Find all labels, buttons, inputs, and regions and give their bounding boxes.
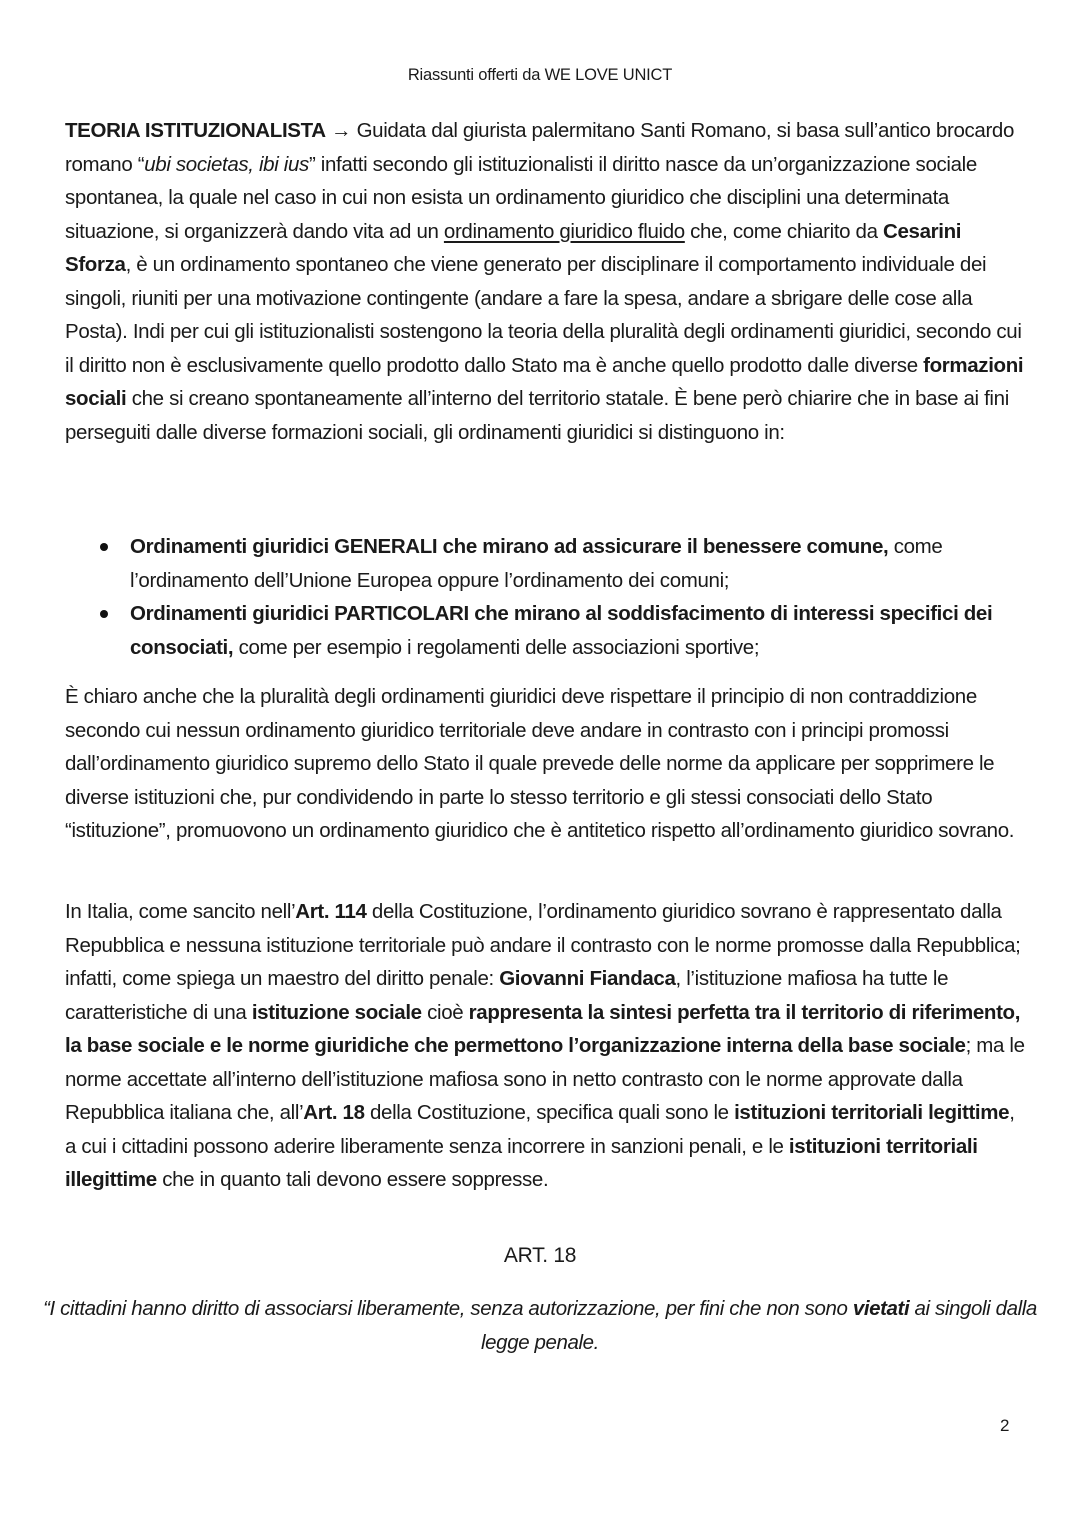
list-item bbox=[65, 597, 1025, 664]
bold-term: Cesarini Sforza bbox=[65, 219, 962, 276]
text-run: che in quanto tali devono essere soppresse. bbox=[156, 1168, 549, 1191]
bold-term: istituzione sociale bbox=[251, 1000, 422, 1024]
bullet-icon bbox=[100, 543, 108, 551]
page-header: Riassunti offerti da WE LOVE UNICT bbox=[407, 66, 673, 84]
text-run: Guidata dal giurista palermitano Santi Romano, si basa sull’antico brocardo romano “ bbox=[65, 119, 1015, 176]
text-run: ” infatti secondo gli istituzionalisti il diritto nasce da un’organizzazione sociale spontanea, la quale nel caso in cui non esista un ordinamento giuridico che disciplini una determinata situazione, si organizzerà dando vita ad un bbox=[65, 152, 977, 243]
text-run: come l’ordinamento dell’Unione Europea oppure l’ordinamento dei comuni; bbox=[130, 535, 943, 592]
text-run: che si creano spontaneamente all’interno del territorio statale. È bene però chiarire che in base ai fini perseguiti dalle diverse formazioni sociali, gli ordinamenti giuridici si distinguono in: bbox=[65, 387, 1009, 444]
bold-term: rappresenta la sintesi perfetta tra il territorio di riferimento, la base sociale e le norme giuridiche che permettono l’organizzazione interna della base sociale bbox=[65, 1000, 1021, 1057]
article-quote bbox=[40, 1292, 1040, 1359]
bold-term: vietati bbox=[852, 1297, 910, 1320]
bold-term: Ordinamenti giuridici GENERALI che mirano ad assicurare il benessere comune, bbox=[130, 535, 889, 558]
bold-term: Giovanni Fiandaca bbox=[499, 967, 676, 990]
text-run: cioè bbox=[421, 1000, 469, 1024]
bold-term: istituzioni territoriali legittime bbox=[734, 1101, 1010, 1124]
paragraph-teoria-istituzionalista bbox=[65, 114, 1025, 449]
bold-term: Art. 114 bbox=[295, 900, 367, 923]
text-run: “I cittadini hanno diritto di associarsi liberamente, senza autorizzazione, per fini che non sono bbox=[43, 1297, 853, 1320]
ordinamenti-list bbox=[65, 530, 1025, 664]
bold-term: istituzioni territoriali illegittime bbox=[65, 1134, 978, 1191]
text-run: che, come chiarito da bbox=[684, 219, 884, 243]
underlined-term: ordinamento giuridico fluido bbox=[443, 219, 685, 243]
text-run: , a cui i cittadini possono aderire liberamente senza incorrere in sanzioni penali, e le bbox=[65, 1101, 1015, 1158]
bold-term: Art. 18 bbox=[303, 1101, 365, 1124]
arrow-right-icon: → bbox=[331, 119, 352, 142]
paragraph-non-contraddizione bbox=[65, 680, 1025, 848]
text-run: , l’istituzione mafiosa ha tutte le caratteristiche di una bbox=[65, 967, 949, 1024]
text-run: ; ma le norme accettate all’interno dell’istituzione mafiosa sono in netto contrasto con le norme approvate dalla Repubblica italiana che, all’ bbox=[65, 1034, 1025, 1124]
bold-term: formazioni sociali bbox=[65, 353, 1024, 410]
text-run: È chiaro anche che la pluralità degli ordinamenti giuridici deve rispettare il principio di non contraddizione secondo cui nessun ordinamento giuridico territoriale deve andare in contrasto con i principi promossi dall’ordinamento giuridico supremo dello Stato il quale prevede delle norme da applicare per sopprimere le diverse istituzioni che, pur condividendo in parte lo stesso territorio e gli stessi consociati dello Stato “istituzione”, promuovono un ordinamento giuridico che è antitetico rispetto all’ordinamento giuridico sovrano. bbox=[65, 685, 1015, 842]
text-run: ai singoli dalla legge penale. bbox=[481, 1297, 1037, 1354]
page-number: 2 bbox=[1000, 1416, 1010, 1435]
text-run: In Italia, come sancito nell’ bbox=[65, 900, 296, 923]
bullet-icon bbox=[100, 610, 108, 618]
latin-phrase: ubi societas, ibi ius bbox=[144, 152, 309, 176]
paragraph-art-114 bbox=[65, 895, 1025, 1197]
text-run: come per esempio i regolamenti delle associazioni sportive; bbox=[233, 635, 760, 659]
section-heading: TEORIA ISTITUZIONALISTA bbox=[65, 119, 326, 142]
text-run: della Costituzione, l’ordinamento giuridico sovrano è rappresentato dalla Repubblica e nessuna istituzione territoriale può andare il contrasto con le norme promosse dalla Repubblica; infatti, come spiega un maestro del diritto penale: bbox=[65, 900, 1021, 990]
list-item bbox=[65, 530, 1025, 597]
article-title: ART. 18 bbox=[503, 1244, 577, 1267]
text-run: , è un ordinamento spontaneo che viene generato per disciplinare il comportamento individuale dei singoli, riuniti per una motivazione contingente (andare a fare la spesa, andare a sbrigare delle cose alla Posta). Indi per cui gli istituzionalisti sostengono la teoria della pluralità degli ordinamenti giuridici, secondo cui il diritto non è esclusivamente quello prodotto dallo Stato ma è anche quello prodotto dalle diverse bbox=[65, 253, 1022, 377]
text-run: della Costituzione, specifica quali sono le bbox=[364, 1101, 735, 1124]
bold-term: Ordinamenti giuridici PARTICOLARI che mirano al soddisfacimento di interessi specifici dei consociati, bbox=[130, 602, 993, 659]
